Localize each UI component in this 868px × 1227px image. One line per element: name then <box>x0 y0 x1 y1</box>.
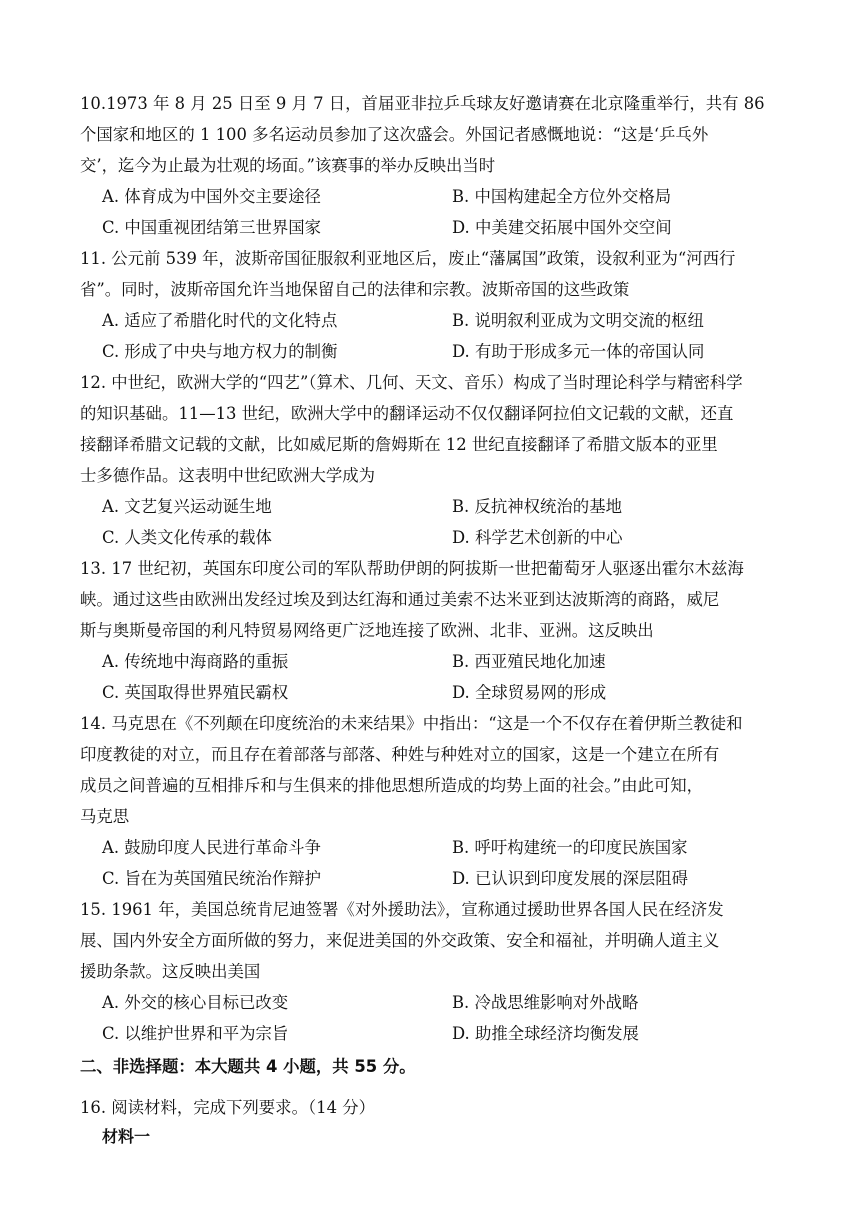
question-15-option-a: A. 外交的核心目标已改变 <box>102 993 289 1012</box>
question-12-line-4: 士多德作品。这表明中世纪欧洲大学成为 <box>80 466 376 485</box>
question-14-line-3: 成员之间普遍的互相排斥和与生俱来的排他思想所造成的均势上面的社会。”由此可知， <box>80 776 704 795</box>
material-label: 材料一 <box>102 1127 151 1146</box>
question-12-line-2: 的知识基础。11—13 世纪，欧洲大学中的翻译运动不仅仅翻译阿拉伯文记载的文献，还直 <box>80 404 734 423</box>
question-14-option-b: B. 呼吁构建统一的印度民族国家 <box>452 838 688 857</box>
question-13-option-d: D. 全球贸易网的形成 <box>452 683 607 702</box>
question-14-option-d: D. 已认识到印度发展的深层阻碍 <box>452 869 689 888</box>
question-10-line-3: 交’，迄今为止最为壮观的场面。”该赛事的举办反映出当时 <box>80 156 496 175</box>
question-10 <box>80 88 800 243</box>
question-13-line-2: 峡。通过这些由欧洲出发经过埃及到达红海和通过美索不达米亚到达波斯湾的商路，威尼 <box>80 590 720 609</box>
question-12-options-row-1 <box>80 491 800 522</box>
question-13-line-3: 斯与奥斯曼帝国的利凡特贸易网络更广泛地连接了欧洲、北非、亚洲。这反映出 <box>80 621 654 640</box>
question-16-stem: 16. 阅读材料，完成下列要求。（14 分） <box>80 1098 376 1117</box>
question-14-options-row-2 <box>80 863 800 894</box>
question-15-line-2: 展、国内外安全方面所做的努力，来促进美国的外交政策、安全和福祉，并明确人道主义 <box>80 931 720 950</box>
question-10-line-1: 10.1973 年 8 月 25 日至 9 月 7 日，首届亚非拉乒乓球友好邀请赛在北京隆重举行，共有 86 <box>80 94 765 113</box>
question-11-options-row-1 <box>80 305 800 336</box>
question-13-options-row-1 <box>80 646 800 677</box>
question-14-options-row-1 <box>80 832 800 863</box>
question-12-options-row-2 <box>80 522 800 553</box>
question-14-line-4: 马克思 <box>80 807 130 826</box>
section-header-non-choice: 二、非选择题：本大题共 4 小题，共 55 分。 <box>80 1057 416 1076</box>
question-13-options-row-2 <box>80 677 800 708</box>
question-13-option-b: B. 西亚殖民地化加速 <box>452 652 606 671</box>
question-15-line-1: 15. 1961 年，美国总统肯尼迪签署《对外援助法》，宣称通过援助世界各国人民在经济发 <box>80 900 724 919</box>
question-14 <box>80 708 800 894</box>
exam-content <box>80 88 800 1151</box>
question-11 <box>80 243 800 367</box>
question-13 <box>80 553 800 708</box>
question-10-options-row-2 <box>80 212 800 243</box>
question-15-options-row-2 <box>80 1018 800 1049</box>
question-12-option-d: D. 科学艺术创新的中心 <box>452 528 623 547</box>
question-11-options-row-2 <box>80 336 800 367</box>
question-12-option-c: C. 人类文化传承的载体 <box>102 528 272 547</box>
question-14-option-c: C. 旨在为英国殖民统治作辩护 <box>102 869 322 888</box>
question-13-option-c: C. 英国取得世界殖民霸权 <box>102 683 289 702</box>
question-15 <box>80 894 800 1049</box>
question-12 <box>80 367 800 553</box>
question-11-option-b: B. 说明叙利亚成为文明交流的枢纽 <box>452 311 704 330</box>
question-10-line-2: 个国家和地区的 1 100 多名运动员参加了这次盛会。外国记者感慨地说：“这是‘乒乓外 <box>80 125 709 144</box>
question-10-options-row-1 <box>80 181 800 212</box>
question-12-option-b: B. 反抗神权统治的基地 <box>452 497 622 516</box>
question-10-option-b: B. 中国构建起全方位外交格局 <box>452 187 672 206</box>
question-11-line-2: 省”。同时，波斯帝国允许当地保留自己的法律和宗教。波斯帝国的这些政策 <box>80 280 630 299</box>
question-15-option-c: C. 以维护世界和平为宗旨 <box>102 1024 289 1043</box>
question-13-line-1: 13. 17 世纪初，英国东印度公司的军队帮助伊朗的阿拔斯一世把葡萄牙人驱逐出霍尔木兹海 <box>80 559 744 578</box>
question-11-line-1: 11. 公元前 539 年，波斯帝国征服叙利亚地区后，废止“藩属国”政策，设叙利亚为“河西行 <box>80 249 736 268</box>
question-15-option-d: D. 助推全球经济均衡发展 <box>452 1024 639 1043</box>
question-13-option-a: A. 传统地中海商路的重振 <box>102 652 289 671</box>
question-14-option-a: A. 鼓励印度人民进行革命斗争 <box>102 838 321 857</box>
question-14-line-2: 印度教徒的对立，而且存在着部落与部落、种姓与种姓对立的国家，这是一个建立在所有 <box>80 745 720 764</box>
question-15-line-3: 援助条款。这反映出美国 <box>80 962 261 981</box>
question-14-line-1: 14. 马克思在《不列颠在印度统治的未来结果》中指出：“这是一个不仅存在着伊斯兰教徒和 <box>80 714 743 733</box>
question-12-option-a: A. 文艺复兴运动诞生地 <box>102 497 272 516</box>
question-12-line-3: 接翻译希腊文记载的文献，比如威尼斯的詹姆斯在 12 世纪直接翻译了希腊文版本的亚里 <box>80 435 718 454</box>
question-11-option-d: D. 有助于形成多元一体的帝国认同 <box>452 342 705 361</box>
question-15-option-b: B. 冷战思维影响对外战略 <box>452 993 639 1012</box>
question-11-option-c: C. 形成了中央与地方权力的制衡 <box>102 342 338 361</box>
question-10-option-d: D. 中美建交拓展中国外交空间 <box>452 218 672 237</box>
question-10-option-a: A. 体育成为中国外交主要途径 <box>102 187 321 206</box>
question-12-line-1: 12. 中世纪，欧洲大学的“四艺”（算术、几何、天文、音乐）构成了当时理论科学与精密科学 <box>80 373 743 392</box>
question-15-options-row-1 <box>80 987 800 1018</box>
question-10-option-c: C. 中国重视团结第三世界国家 <box>102 218 322 237</box>
question-11-option-a: A. 适应了希腊化时代的文化特点 <box>102 311 338 330</box>
